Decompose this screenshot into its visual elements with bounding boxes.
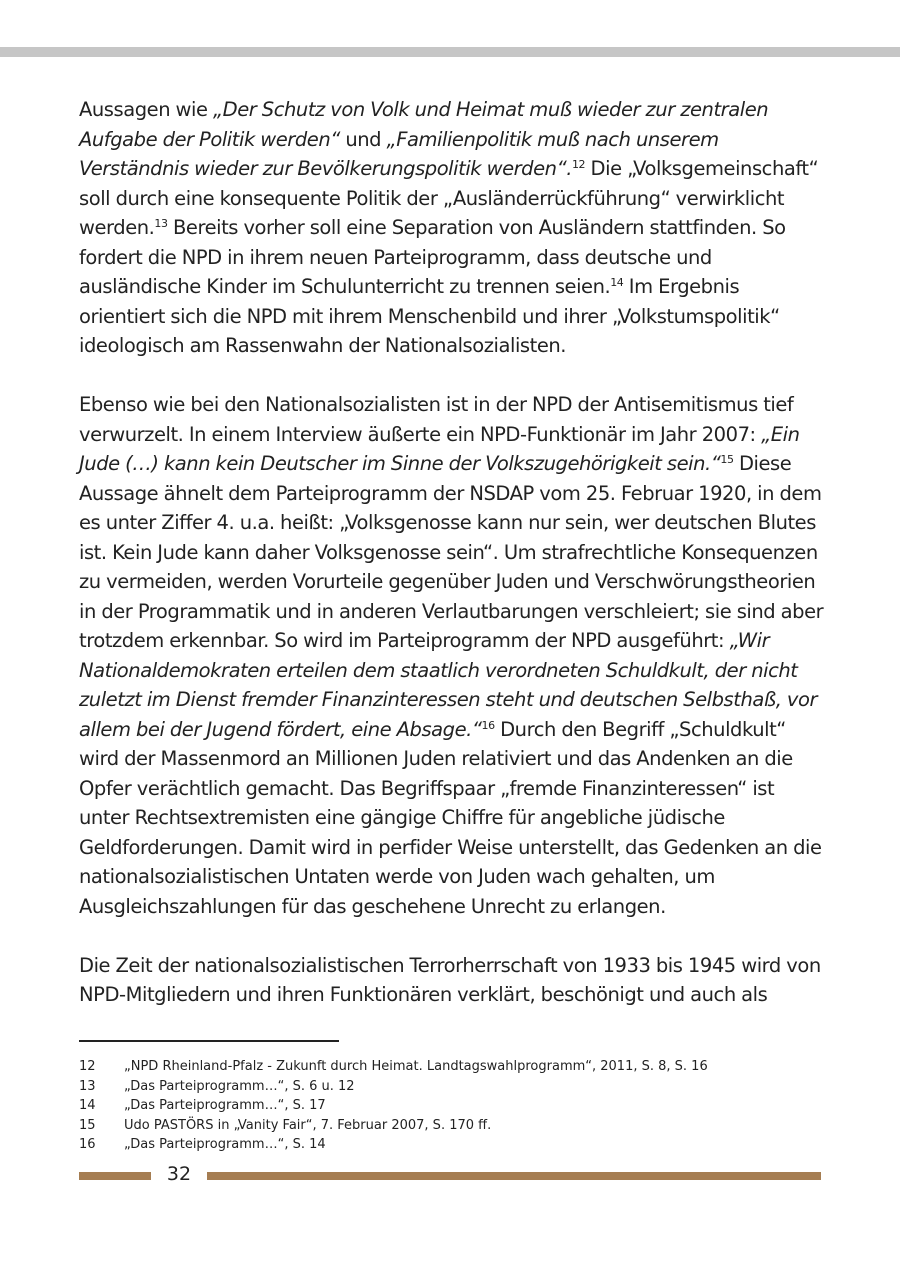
text-run: und [339, 127, 387, 151]
footnote-ref: 14 [610, 276, 624, 289]
footnote-14 [79, 1096, 824, 1116]
paragraph-3 [79, 951, 824, 1010]
footnote-16 [79, 1135, 824, 1155]
text-run: Aussagen wie [79, 98, 214, 121]
footnote-ref: 13 [154, 217, 168, 230]
quote-run: „Ein Jude (…) kann kein Deutscher im Sinne der Volkszugehörigkeit sein.“ [79, 422, 800, 475]
page-number: 32 [166, 1163, 192, 1185]
footer-bar-left [79, 1172, 151, 1180]
text-run: Diese Aussage ähnelt dem Parteiprogramm der NSDAP vom 25. Februar 1920, in dem es unter Ziffer 4. u.a. heißt: „Volksgenosse kann nur sein, wer deutschen Blutes ist. Kein Jude kann daher Volksgenosse sein“. Um strafrechtliche Konsequenzen zu vermeiden, werden Vorurteile gegenüber Juden und Verschwörungstheorien in der Programmatik und in anderen Verlautbarungen verschleiert; sie sind aber trotzdem erkennbar. So wird im Parteiprogramm der NPD ausgeführt: [79, 452, 824, 652]
quote-run: „Familienpolitik muß nach unserem Verständnis wieder zur Bevölkerungspolitik werden“. [79, 127, 719, 180]
footnote-15 [79, 1116, 824, 1136]
paragraph-1 [79, 95, 824, 361]
footnote-number: 14 [79, 1098, 96, 1113]
footnote-number: 12 [79, 1059, 96, 1074]
quote-run: „Der Schutz von Volk und Heimat muß wieder zur zentralen Aufgabe der Politik werden“ [79, 98, 769, 151]
footnote-text: „Das Parteiprogramm…“, S. 14 [124, 1137, 326, 1152]
footnote-divider [79, 1040, 339, 1042]
footnote-number: 13 [79, 1078, 96, 1094]
text-run: Durch den Begriff „Schuldkult“ wird der Massenmord an Millionen Juden relativiert und das Andenken an die Opfer verächtlich gemacht. Das Begriffspaar „fremde Finanzinteressen“ ist unter Rechtsextremisten eine gängige Chiffre für angebliche jüdische Geldforderungen. Damit wird in perfider Weise unterstellt, das Gedenken an die nationalsozialistischen Untaten werde von Juden wach gehalten, um Ausgleichszahlungen für das geschehene Unrecht zu erlangen. [79, 717, 822, 918]
footnote-ref: 16 [481, 718, 495, 732]
quote-run: „Wir Nationaldemokraten erteilen dem staatlich verordneten Schuldkult, der nicht zuletzt im Dienst fremder Finanzinteressen steht und deutschen Selbsthaß, vor allem bei der Jugend fördert, eine Absage.“ [79, 629, 818, 741]
footnote-text: „Das Parteiprogramm…“, S. 17 [124, 1098, 326, 1113]
paragraph-2 [79, 390, 824, 921]
footnote-ref: 15 [720, 453, 734, 466]
footnote-text: „Das Parteiprogramm…“, S. 6 u. 12 [124, 1078, 355, 1094]
footnote-12 [79, 1057, 824, 1077]
text-run: Ebenso wie bei den Nationalsozialisten ist in der NPD der Antisemitismus tief verwurzelt. In einem Interview äußerte ein NPD-Funktionär im Jahr 2007: [79, 393, 794, 446]
footnote-text: Udo PASTÖRS in „Vanity Fair“, 7. Februar 2007, S. 170 ff. [124, 1117, 492, 1133]
footnotes [79, 1057, 824, 1155]
footnote-number: 15 [79, 1117, 96, 1133]
footnote-ref: 12 [571, 158, 586, 171]
footer-bar-right [207, 1172, 821, 1180]
header-bar [0, 47, 900, 57]
footnote-number: 16 [79, 1137, 96, 1152]
text-run: Im Ergebnis orientiert sich die NPD mit ihrem Menschenbild und ihrer „Volkstumspolitik“ ideologisch am Rassenwahn der Nationalsozialisten. [79, 275, 780, 357]
footnote-text: „NPD Rheinland-Pfalz - Zukunft durch Heimat. Landtagswahlprogramm“, 2011, S. 8, S. 16 [124, 1059, 708, 1074]
body-text [79, 95, 824, 1010]
text-run: Die „Volksgemeinschaft“ soll durch eine konsequente Politik der „Ausländerrückführung“ verwirklicht werden. [79, 157, 819, 239]
text-run: Bereits vorher soll eine Separation von Ausländern stattfinden. So fordert die NPD in ihrem neuen Parteiprogramm, dass deutsche und ausländische Kinder im Schulunterricht zu trennen seien. [79, 216, 786, 298]
footnote-13 [79, 1077, 824, 1097]
text-run: Die Zeit der nationalsozialistischen Terrorherrschaft von 1933 bis 1945 wird von NPD-Mitgliedern und ihren Funktionären verklärt, beschönigt und auch als [79, 953, 821, 1006]
page-footer [79, 1162, 821, 1186]
